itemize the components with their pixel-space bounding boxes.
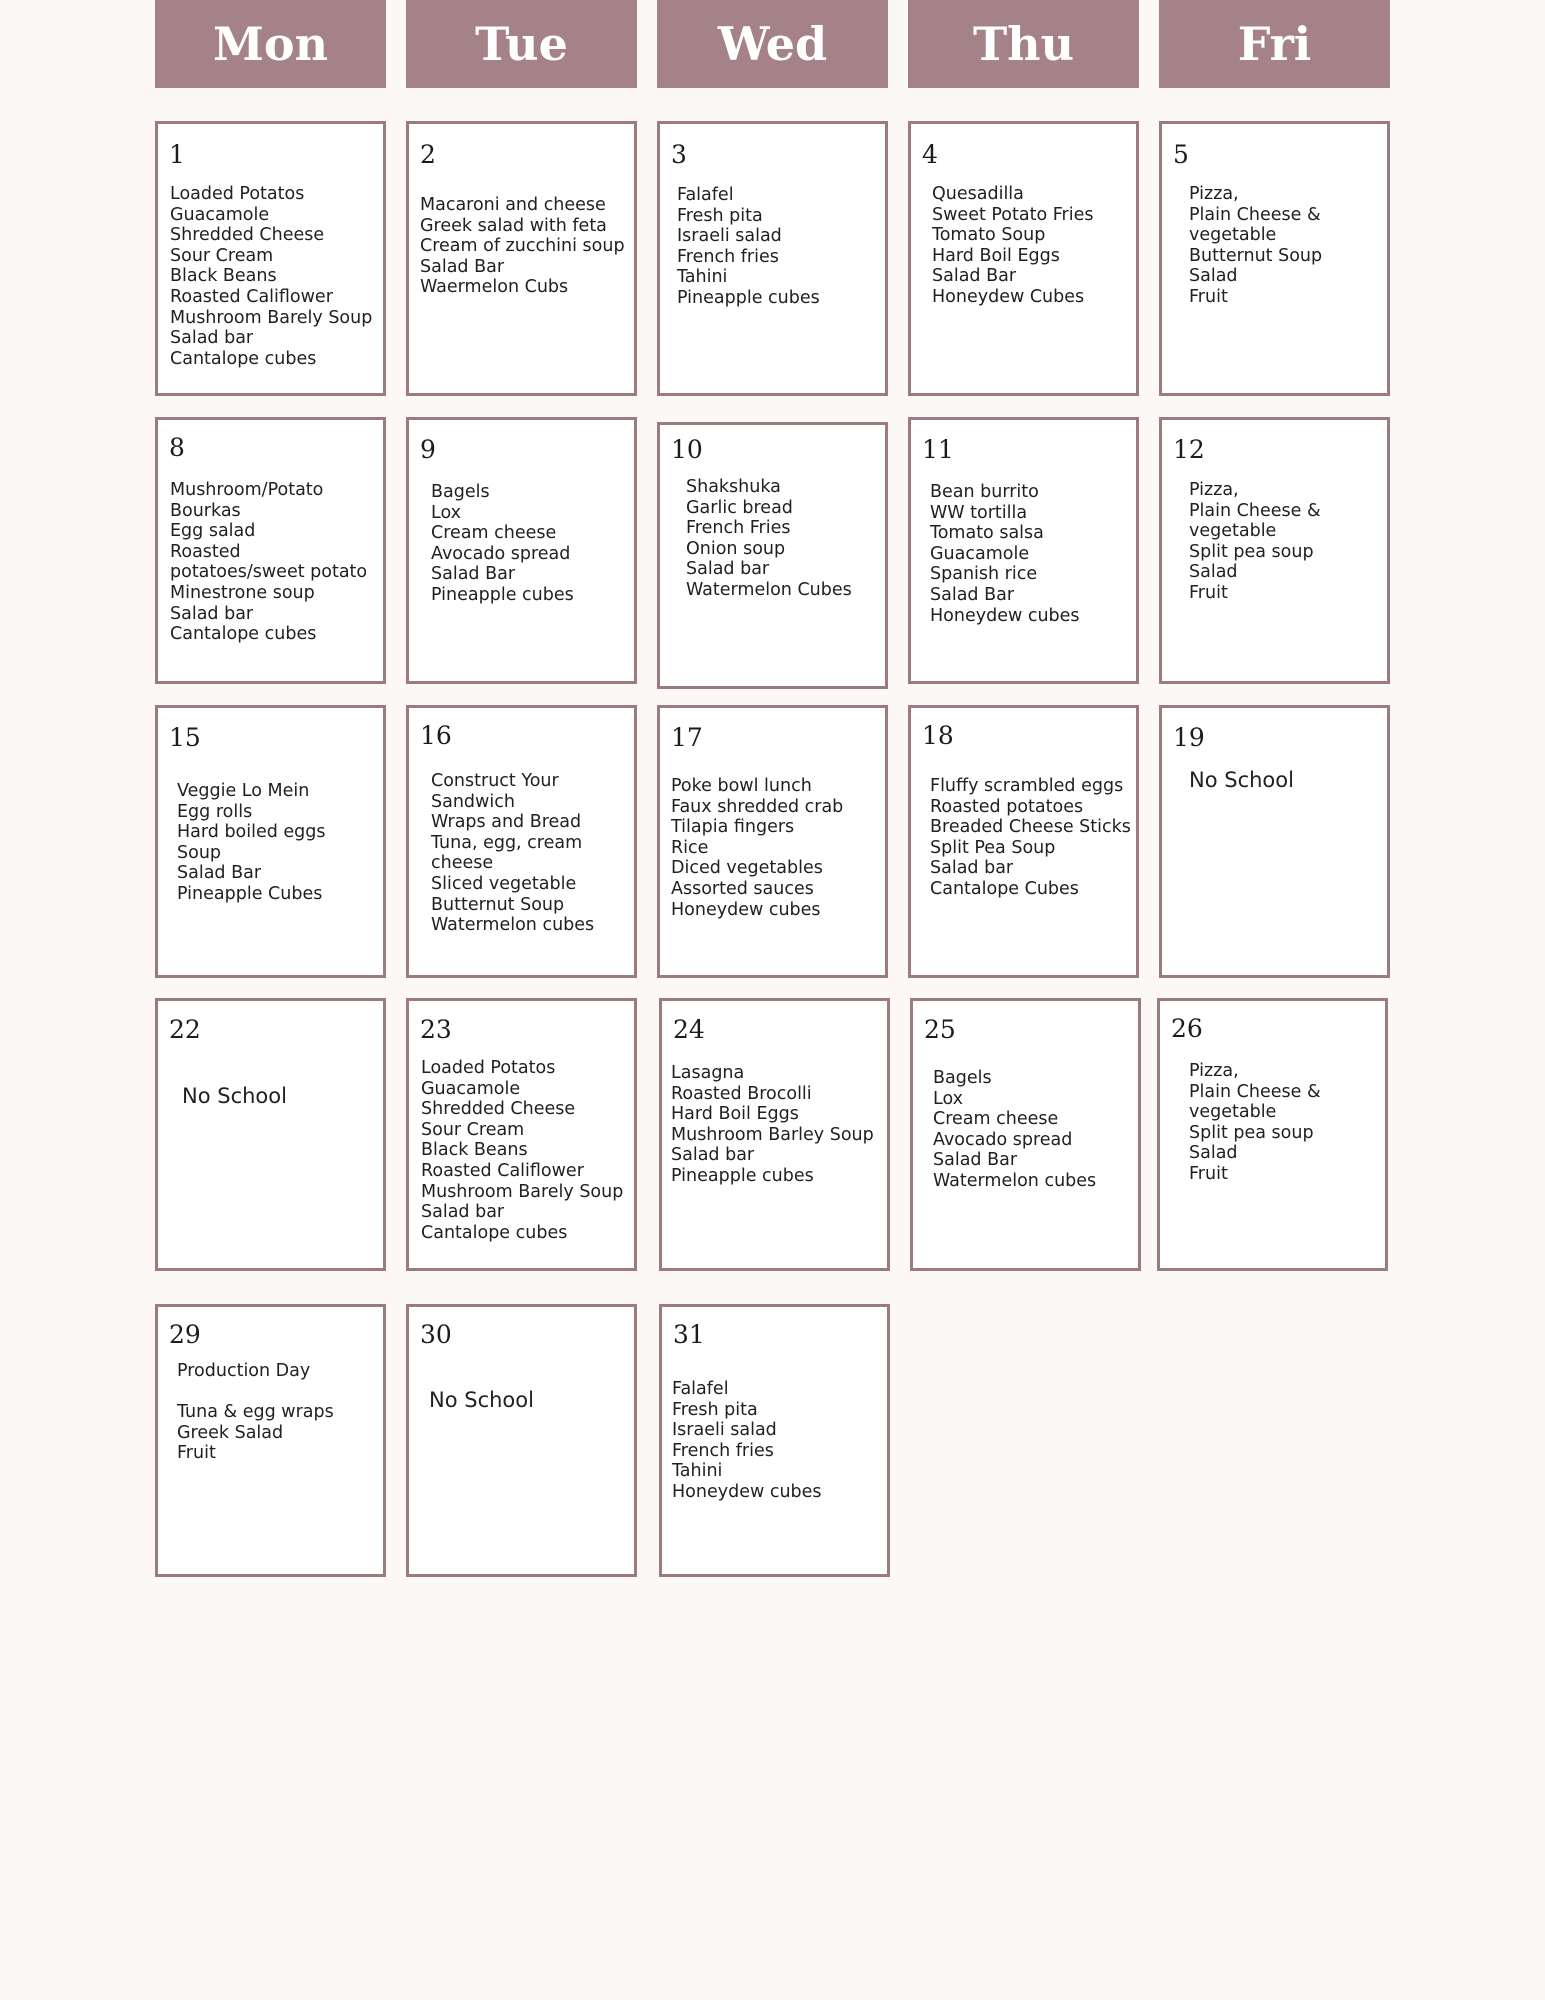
day-cell-29	[155, 1304, 386, 1577]
day-number: 1	[169, 140, 185, 169]
menu-items: Macaroni and cheese Greek salad with feta Cream of zucchini soup Salad Bar Waermelon Cubs	[420, 195, 625, 298]
day-cell-15	[155, 705, 386, 978]
day-number: 17	[671, 723, 703, 752]
day-cell-25	[910, 998, 1141, 1271]
day-number: 5	[1173, 140, 1189, 169]
menu-items: Shakshuka Garlic bread French Fries Onion soup Salad bar Watermelon Cubes	[686, 477, 852, 600]
day-number: 10	[671, 435, 703, 464]
day-cell-11	[908, 417, 1139, 684]
menu-items: Quesadilla Sweet Potato Fries Tomato Soup Hard Boil Eggs Salad Bar Honeydew Cubes	[932, 184, 1094, 307]
day-cell-18	[908, 705, 1139, 978]
header-mon: Mon	[155, 0, 386, 88]
menu-items: Falafel Fresh pita Israeli salad French fries Tahini Pineapple cubes	[677, 185, 820, 308]
menu-items: Falafel Fresh pita Israeli salad French fries Tahini Honeydew cubes	[672, 1379, 822, 1502]
menu-items: Bagels Lox Cream cheese Avocado spread Salad Bar Pineapple cubes	[431, 482, 574, 605]
menu-items: No School	[1189, 768, 1294, 792]
menu-items: Poke bowl lunch Faux shredded crab Tilapia fingers Rice Diced vegetables Assorted sauces Honeydew cubes	[671, 776, 844, 920]
day-number: 4	[922, 140, 938, 169]
day-number: 19	[1173, 723, 1205, 752]
menu-items: No School	[182, 1084, 287, 1108]
day-number: 2	[420, 140, 436, 169]
menu-items: Lasagna Roasted Brocolli Hard Boil Eggs Mushroom Barley Soup Salad bar Pineapple cubes	[671, 1063, 874, 1186]
menu-items: Bean burrito WW tortilla Tomato salsa Guacamole Spanish rice Salad Bar Honeydew cubes	[930, 482, 1080, 626]
header-wed: Wed	[657, 0, 888, 88]
menu-items: Loaded Potatos Guacamole Shredded Cheese Sour Cream Black Beans Roasted Califlower Mushroom Barely Soup Salad bar Cantalope cubes	[170, 184, 373, 369]
day-cell-22	[155, 998, 386, 1271]
day-number: 15	[169, 723, 201, 752]
day-cell-5	[1159, 121, 1390, 396]
day-cell-2	[406, 121, 637, 396]
day-cell-1	[155, 121, 386, 396]
day-cell-23	[406, 998, 637, 1271]
day-cell-9	[406, 417, 637, 684]
menu-items: Fluffy scrambled eggs Roasted potatoes Breaded Cheese Sticks Split Pea Soup Salad bar Cantalope Cubes	[930, 776, 1131, 899]
day-number: 26	[1171, 1014, 1203, 1043]
header-fri: Fri	[1159, 0, 1390, 88]
day-number: 9	[420, 435, 436, 464]
menu-items: Pizza, Plain Cheese & vegetable Split pea soup Salad Fruit	[1189, 1061, 1321, 1184]
day-number: 11	[922, 435, 954, 464]
day-cell-8	[155, 417, 386, 684]
day-number: 25	[924, 1015, 956, 1044]
menu-items: Construct Your Sandwich Wraps and Bread Tuna, egg, cream cheese Sliced vegetable Butternut Soup Watermelon cubes	[431, 771, 595, 936]
menu-items: Veggie Lo Mein Egg rolls Hard boiled eggs Soup Salad Bar Pineapple Cubes	[177, 781, 326, 904]
day-cell-30	[406, 1304, 637, 1577]
day-cell-4	[908, 121, 1139, 396]
day-number: 24	[673, 1015, 705, 1044]
day-cell-31	[659, 1304, 890, 1577]
menu-items: No School	[429, 1388, 534, 1412]
day-cell-10	[657, 422, 888, 689]
day-number: 8	[169, 433, 185, 462]
menu-items: Mushroom/Potato Bourkas Egg salad Roasted potatoes/sweet potato Minestrone soup Salad bar Cantalope cubes	[170, 480, 368, 645]
day-cell-26	[1157, 998, 1388, 1271]
day-number: 18	[922, 721, 954, 750]
header-thu: Thu	[908, 0, 1139, 88]
day-number: 23	[420, 1015, 452, 1044]
day-number: 30	[420, 1320, 452, 1349]
day-number: 29	[169, 1320, 201, 1349]
menu-items: Pizza, Plain Cheese & vegetable Split pea soup Salad Fruit	[1189, 480, 1321, 603]
day-number: 22	[169, 1015, 201, 1044]
day-cell-12	[1159, 417, 1390, 684]
day-number: 12	[1173, 435, 1205, 464]
day-cell-17	[657, 705, 888, 978]
menu-items: Loaded Potatos Guacamole Shredded Cheese Sour Cream Black Beans Roasted Califlower Mushroom Barely Soup Salad bar Cantalope cubes	[421, 1058, 624, 1243]
day-cell-3	[657, 121, 888, 396]
menu-items: Production Day Tuna & egg wraps Greek Salad Fruit	[177, 1361, 334, 1464]
menu-items: Bagels Lox Cream cheese Avocado spread Salad Bar Watermelon cubes	[933, 1068, 1097, 1191]
day-number: 3	[671, 140, 687, 169]
day-cell-16	[406, 705, 637, 978]
day-cell-24	[659, 998, 890, 1271]
day-number: 31	[673, 1320, 705, 1349]
day-number: 16	[420, 721, 452, 750]
day-cell-19	[1159, 705, 1390, 978]
header-tue: Tue	[406, 0, 637, 88]
menu-items: Pizza, Plain Cheese & vegetable Butternut Soup Salad Fruit	[1189, 184, 1323, 307]
